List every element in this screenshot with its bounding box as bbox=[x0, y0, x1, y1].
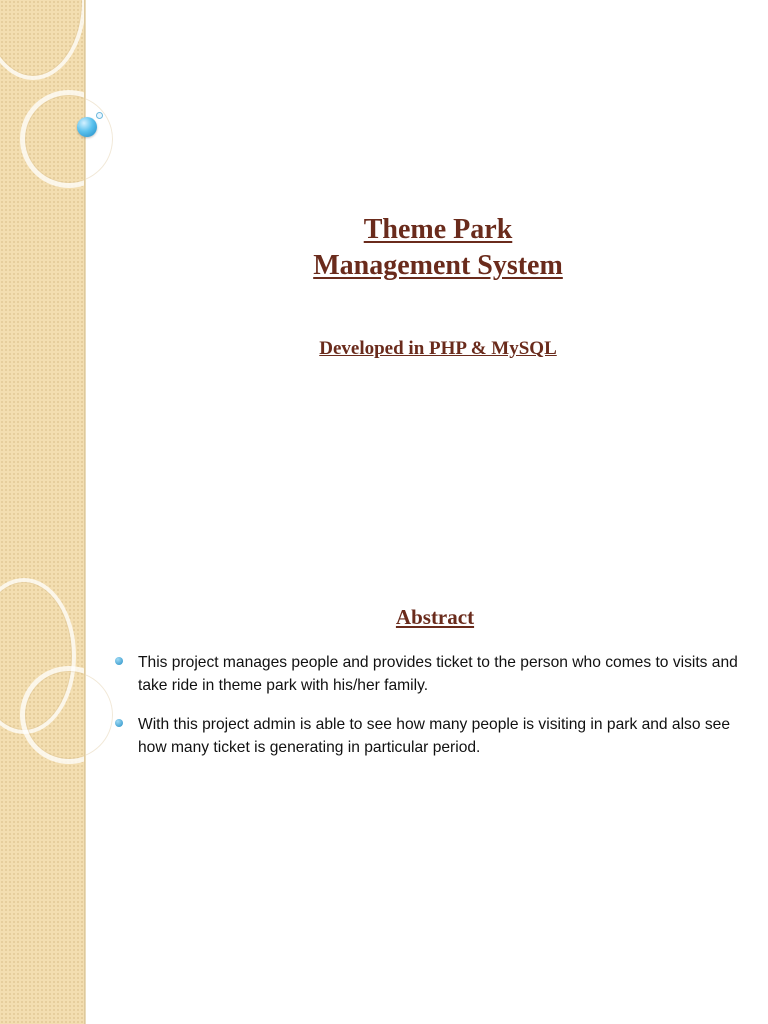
decorative-side-band bbox=[0, 0, 84, 576]
bullet-text: This project manages people and provides ticket to the person who comes to visits and take ride in theme park with his/her family. bbox=[138, 654, 738, 694]
bullet-dot-icon bbox=[115, 719, 123, 727]
page-subtitle: Developed in PHP & MySQL bbox=[319, 338, 557, 359]
list-item bbox=[114, 651, 754, 697]
decorative-ring bbox=[0, 0, 86, 80]
bullet-dot-icon bbox=[115, 657, 123, 665]
list-item bbox=[114, 713, 754, 759]
side-band-edge bbox=[84, 576, 86, 1024]
title-line-1: Theme Park bbox=[363, 214, 513, 245]
page-title bbox=[110, 212, 766, 284]
title-line-2: Management System bbox=[313, 250, 563, 281]
side-band-edge bbox=[84, 0, 86, 576]
decorative-small-circle-icon bbox=[96, 112, 103, 119]
section-heading-abstract: Abstract bbox=[395, 605, 475, 629]
decorative-ring bbox=[20, 666, 118, 764]
abstract-bullet-list bbox=[114, 651, 754, 775]
decorative-ring bbox=[20, 90, 118, 188]
decorative-side-band bbox=[0, 576, 84, 1024]
bullet-text: With this project admin is able to see how many people is visiting in park and also see how many ticket is generating in particular period. bbox=[138, 716, 730, 756]
slide-abstract bbox=[0, 576, 768, 1024]
decorative-blue-orb-icon bbox=[77, 117, 97, 137]
